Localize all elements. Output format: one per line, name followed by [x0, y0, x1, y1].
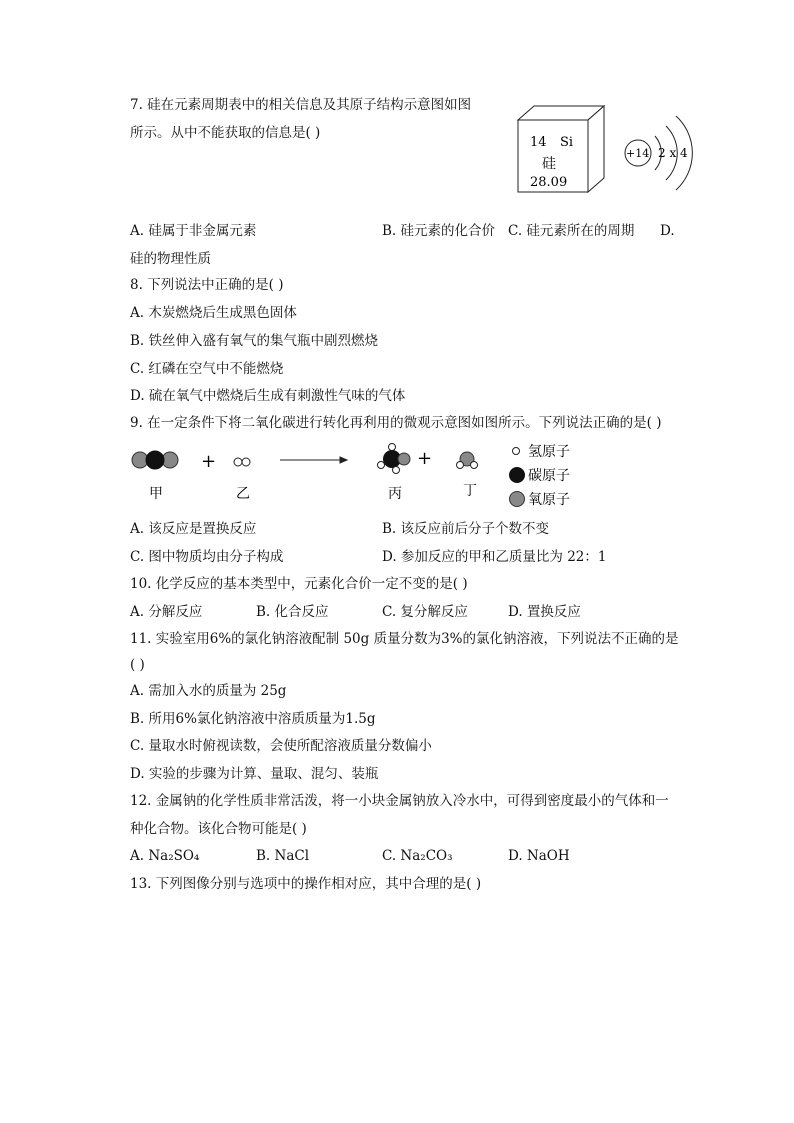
q9-option-d: D. 参加反应的甲和乙质量比为 22：1 — [382, 549, 607, 565]
q11-stem-line1: 11. 实验室用6%的氯化钠溶液配制 50g 质量分数为3%的氯化钠溶液，下列说法不正确的是 — [130, 631, 679, 647]
q8-option-a: A. 木炭燃烧后生成黑色固体 — [130, 305, 297, 321]
q10-option-a: A. 分解反应 — [130, 604, 203, 620]
q10-option-d: D. 置换反应 — [508, 604, 581, 620]
q8-option-d: D. 硫在氧气中燃烧后生成有刺激性气味的气体 — [130, 388, 406, 404]
q13-stem: 13. 下列图像分别与选项中的操作相对应，其中合理的是( ) — [130, 876, 482, 892]
q12-option-c: C. Na₂CO₃ — [382, 848, 453, 864]
q11-stem-line2: ( ) — [130, 657, 145, 673]
element-symbol: Si — [560, 135, 574, 150]
q10-option-c: C. 复分解反应 — [382, 604, 468, 620]
label-ding: 丁 — [463, 483, 477, 499]
nucleus-charge: +14 — [626, 147, 650, 160]
q12-option-a: A. Na₂SO₄ — [130, 848, 200, 864]
q9-option-b: B. 该反应前后分子个数不变 — [382, 521, 550, 537]
q9-option-a: A. 该反应是置换反应 — [130, 521, 257, 537]
reaction-arrow — [280, 457, 347, 463]
label-bing: 丙 — [388, 486, 402, 502]
plus-sign-1: + — [201, 451, 217, 472]
silicon-element-figure — [510, 98, 700, 200]
q7-stem-line1: 7. 硅在元素周期表中的相关信息及其原子结构示意图如图 — [130, 97, 472, 113]
q9-option-c: C. 图中物质均由分子构成 — [130, 549, 284, 565]
legend-carbon-marker — [509, 467, 525, 483]
molecule-jia — [132, 451, 178, 469]
q7-option-d-letter: D. — [660, 223, 675, 239]
atomic-mass: 28.09 — [530, 175, 568, 190]
q11-option-d: D. 实验的步骤为计算、量取、混匀、装瓶 — [130, 766, 379, 782]
legend-oxygen-marker — [510, 492, 525, 507]
electron-shells: 2 x 4 — [658, 146, 688, 160]
q11-option-a: A. 需加入水的质量为 25g — [130, 683, 287, 699]
q12-stem-line2: 种化合物。该化合物可能是( ) — [130, 821, 307, 837]
q12-option-d: D. NaOH — [508, 848, 570, 864]
q10-option-b: B. 化合反应 — [256, 604, 329, 620]
q11-option-c: C. 量取水时俯视读数，会使所配溶液质量分数偏小 — [130, 738, 432, 754]
atomic-number: 14 — [530, 135, 547, 150]
label-jia: 甲 — [149, 486, 163, 502]
q12-option-b: B. NaCl — [256, 848, 310, 864]
q7-option-c: C. 硅元素所在的周期 — [508, 223, 635, 239]
label-yi: 乙 — [236, 486, 250, 502]
q8-option-c: C. 红磷在空气中不能燃烧 — [130, 361, 284, 377]
legend-hydrogen-label: 氢原子 — [528, 444, 570, 460]
q8-stem: 8. 下列说法中正确的是( ) — [130, 277, 284, 293]
legend-hydrogen-marker — [513, 448, 520, 455]
legend — [509, 444, 570, 508]
plus-sign-2: + — [417, 448, 433, 469]
q7-option-d-text: 硅的物理性质 — [130, 251, 211, 267]
q11-option-b: B. 所用6%氯化钠溶液中溶质质量为1.5g — [130, 711, 376, 727]
molecule-bing — [378, 444, 411, 474]
q12-stem-line1: 12. 金属钠的化学性质非常活泼，将一小块金属钠放入冷水中，可得到密度最小的气体和一 — [130, 793, 669, 809]
molecule-ding — [457, 452, 478, 469]
legend-oxygen-label: 氧原子 — [528, 492, 570, 508]
q7-option-a: A. 硅属于非金属元素 — [130, 223, 257, 239]
q7-stem-line2: 所示。从中不能获取的信息是( ) — [130, 125, 321, 141]
reaction-micro-diagram — [126, 440, 606, 512]
q8-option-b: B. 铁丝伸入盛有氧气的集气瓶中剧烈燃烧 — [130, 333, 379, 349]
q9-stem: 9. 在一定条件下将二氧化碳进行转化再利用的微观示意图如图所示。下列说法正确的是( ) — [130, 415, 662, 431]
element-name: 硅 — [542, 156, 556, 172]
molecule-yi — [234, 458, 250, 466]
q7-option-b: B. 硅元素的化合价 — [382, 223, 496, 239]
q10-stem: 10. 化学反应的基本类型中，元素化合价一定不变的是( ) — [130, 576, 468, 592]
legend-carbon-label: 碳原子 — [528, 468, 570, 484]
